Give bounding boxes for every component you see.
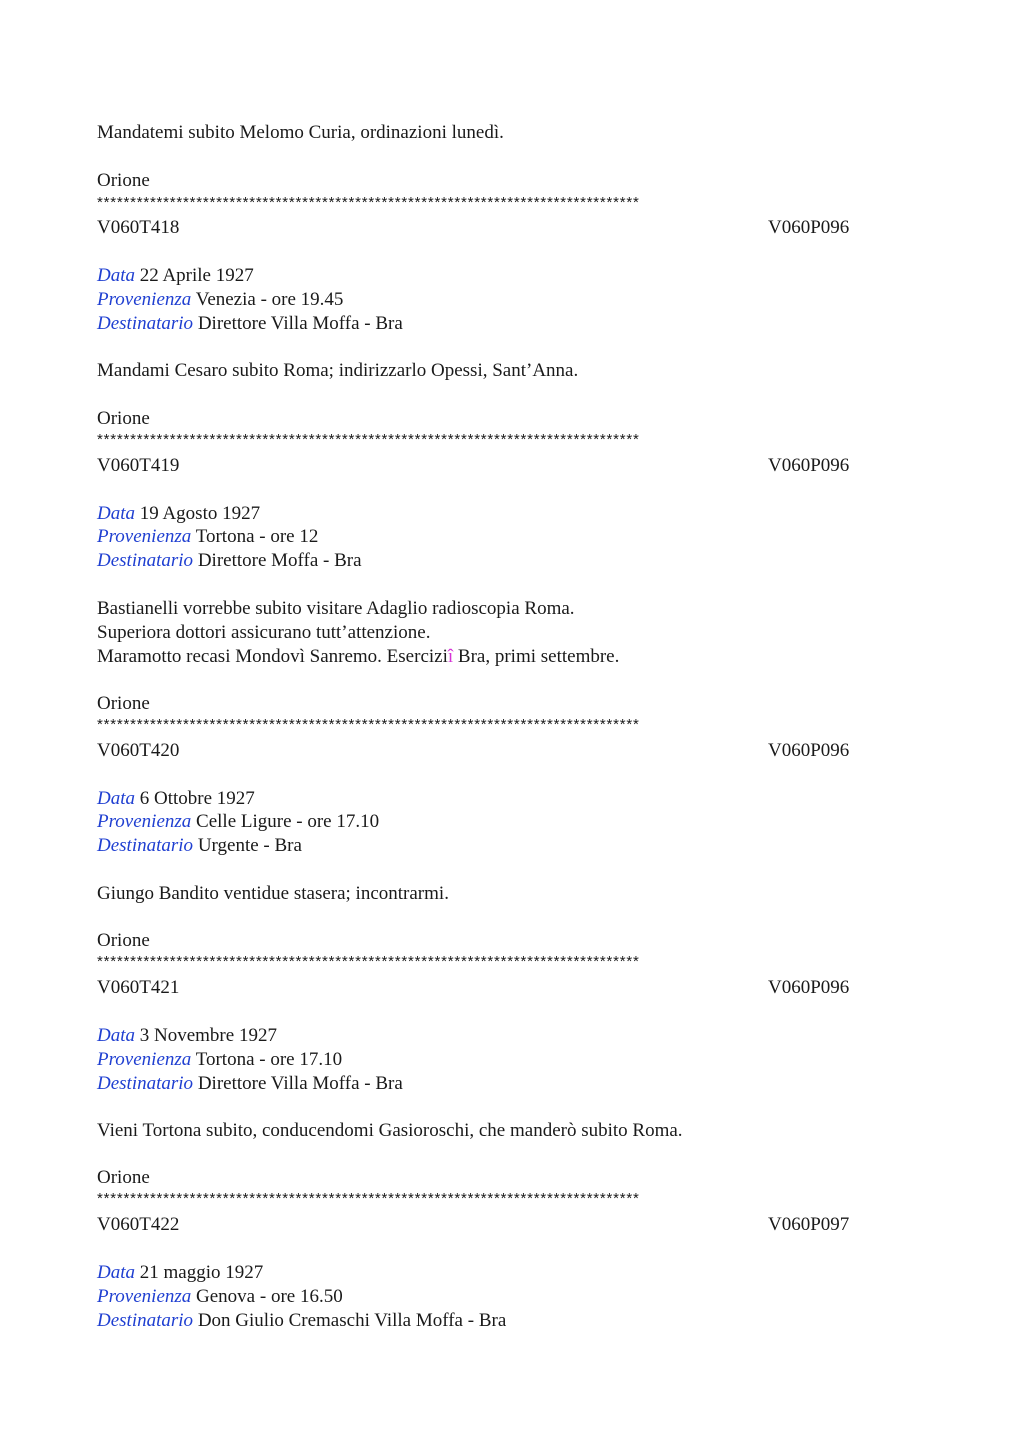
separator: ********************************************************************************** bbox=[97, 431, 640, 448]
origin-value: Genova - ore 16.50 bbox=[196, 1286, 343, 1307]
body-text: Mandami Cesaro subito Roma; indirizzarlo Opessi, Sant’Anna. bbox=[97, 360, 579, 381]
body-text-part: Bra, primi settembre. bbox=[453, 646, 620, 667]
telegram-code: V060T422 bbox=[97, 1214, 180, 1235]
recipient-value: Urgente - Bra bbox=[197, 835, 302, 856]
recipient-value: Don Giulio Cremaschi Villa Moffa - Bra bbox=[197, 1310, 507, 1331]
body-text: Superiora dottori assicurano tutt’attenzione. bbox=[97, 622, 431, 643]
separator: ********************************************************************************** bbox=[97, 1190, 640, 1207]
date-value: 3 Novembre 1927 bbox=[139, 1025, 277, 1046]
data-label: Data bbox=[97, 503, 135, 524]
recipient-line bbox=[97, 312, 403, 336]
origin-line bbox=[97, 288, 343, 312]
destinatario-label: Destinatario bbox=[97, 550, 194, 571]
destinatario-label: Destinatario bbox=[97, 1310, 194, 1331]
data-label: Data bbox=[97, 265, 135, 286]
separator: ********************************************************************************** bbox=[97, 194, 640, 211]
origin-line bbox=[97, 525, 318, 549]
body-text: Vieni Tortona subito, conducendomi Gasioroschi, che manderò subito Roma. bbox=[97, 1120, 683, 1141]
data-label: Data bbox=[97, 788, 135, 809]
destinatario-label: Destinatario bbox=[97, 313, 194, 334]
date-line bbox=[97, 264, 254, 288]
body-text bbox=[97, 645, 619, 669]
recipient-line bbox=[97, 834, 302, 858]
data-label: Data bbox=[97, 1262, 135, 1283]
body-text: Giungo Bandito ventidue stasera; incontrarmi. bbox=[97, 883, 449, 904]
origin-line bbox=[97, 810, 379, 834]
signature: Orione bbox=[97, 170, 150, 191]
telegram-code: V060T418 bbox=[97, 217, 180, 238]
provenienza-label: Provenienza bbox=[97, 811, 192, 832]
recipient-value: Direttore Moffa - Bra bbox=[197, 550, 362, 571]
telegram-code: V060T419 bbox=[97, 455, 180, 476]
origin-value: Celle Ligure - ore 17.10 bbox=[196, 811, 380, 832]
separator: ********************************************************************************** bbox=[97, 716, 640, 733]
date-line bbox=[97, 787, 255, 811]
highlighted-char: î bbox=[447, 646, 454, 667]
page-code: V060P096 bbox=[768, 217, 850, 238]
body-text: Bastianelli vorrebbe subito visitare Adaglio radioscopia Roma. bbox=[97, 598, 575, 619]
date-value: 19 Agosto 1927 bbox=[139, 503, 261, 524]
origin-line bbox=[97, 1048, 342, 1072]
telegram-code: V060T420 bbox=[97, 740, 180, 761]
entry-header bbox=[97, 216, 927, 240]
telegram-code: V060T421 bbox=[97, 977, 180, 998]
date-value: 21 maggio 1927 bbox=[139, 1262, 264, 1283]
provenienza-label: Provenienza bbox=[97, 1286, 192, 1307]
entry-header bbox=[97, 739, 927, 763]
provenienza-label: Provenienza bbox=[97, 526, 192, 547]
date-value: 22 Aprile 1927 bbox=[139, 265, 254, 286]
origin-value: Tortona - ore 12 bbox=[195, 526, 319, 547]
page-code: V060P096 bbox=[768, 455, 850, 476]
signature: Orione bbox=[97, 930, 150, 951]
origin-value: Tortona - ore 17.10 bbox=[195, 1049, 343, 1070]
destinatario-label: Destinatario bbox=[97, 835, 194, 856]
origin-line bbox=[97, 1285, 343, 1309]
page-code: V060P096 bbox=[768, 740, 850, 761]
signature: Orione bbox=[97, 693, 150, 714]
signature: Orione bbox=[97, 408, 150, 429]
origin-value: Venezia - ore 19.45 bbox=[195, 289, 344, 310]
entry-header bbox=[97, 976, 927, 1000]
data-label: Data bbox=[97, 1025, 135, 1046]
page-code: V060P096 bbox=[768, 977, 850, 998]
recipient-line bbox=[97, 1072, 403, 1096]
date-value: 6 Ottobre 1927 bbox=[139, 788, 255, 809]
separator: ********************************************************************************** bbox=[97, 953, 640, 970]
body-text: Mandatemi subito Melomo Curia, ordinazioni lunedì. bbox=[97, 122, 504, 143]
date-line bbox=[97, 1024, 277, 1048]
body-text-part: Maramotto recasi Mondovì Sanremo. Esercizi bbox=[97, 646, 448, 667]
provenienza-label: Provenienza bbox=[97, 289, 192, 310]
recipient-line bbox=[97, 549, 362, 573]
signature: Orione bbox=[97, 1167, 150, 1188]
recipient-value: Direttore Villa Moffa - Bra bbox=[197, 1073, 403, 1094]
date-line bbox=[97, 1261, 263, 1285]
entry-header bbox=[97, 454, 927, 478]
recipient-value: Direttore Villa Moffa - Bra bbox=[197, 313, 403, 334]
recipient-line bbox=[97, 1309, 506, 1333]
page-code: V060P097 bbox=[768, 1214, 850, 1235]
provenienza-label: Provenienza bbox=[97, 1049, 192, 1070]
date-line bbox=[97, 502, 260, 526]
destinatario-label: Destinatario bbox=[97, 1073, 194, 1094]
entry-header bbox=[97, 1213, 927, 1237]
